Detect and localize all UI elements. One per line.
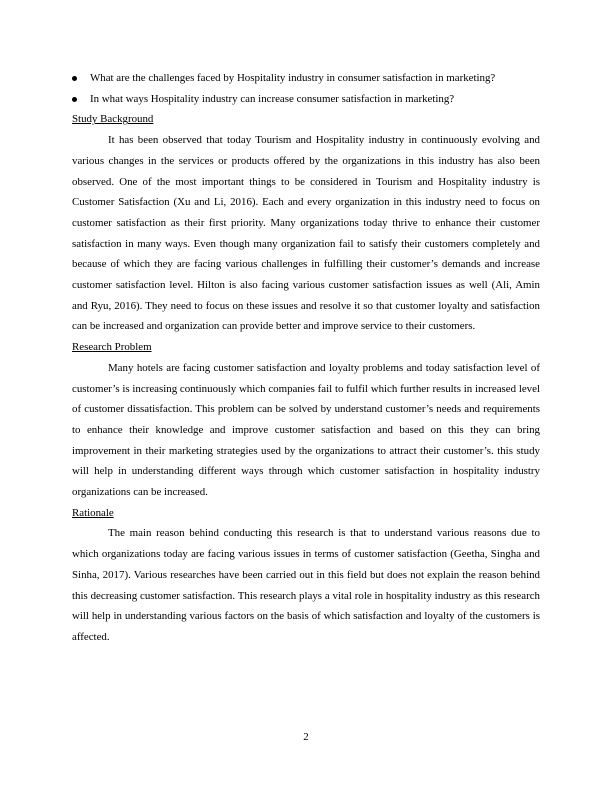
research-question-2: In what ways Hospitality industry can increase consumer satisfaction in marketing? [90, 92, 455, 105]
study-background-paragraph: It has been observed that today Tourism and Hospitality industry in continuously evolving and various changes in the services or products offered by the organizations in this industry has also been observed. One of the most important things to be considered in Tourism and Hospitality industry is Customer Satisfaction (Xu and Li, 2016). Each and every organization in this industry need to focus on customer satisfaction as their first priority. Many organizations today thrive to enhance their customer satisfaction in many ways. Even though many organization fail to satisfy their customers completely and because of which they are facing various challenges in fulfilling their customer’s demands and increase customer satisfaction level. Hilton is also facing various customer satisfaction issues as well (Ali, Amin and Ryu, 2016). They need to focus on these issues and resolve it so that customer loyalty and satisfaction can be increased and organization can provide better and improve service to their customers. [72, 134, 540, 333]
bullet-icon [72, 76, 77, 81]
list-item [72, 68, 540, 89]
research-problem-paragraph: Many hotels are facing customer satisfaction and loyalty problems and today satisfaction level of customer’s is increasing continuously which companies fail to fulfil which further results in increased level of customer dissatisfaction. This problem can be solved by understand customer’s needs and requirements to enhance their knowledge and improve customer satisfaction and based on this they can bring improvement in their marketing strategies used by the organizations to attract their customer’s. this study will help in understanding different ways through which customer satisfaction in hospitality industry organizations can be increased. [72, 361, 540, 499]
rationale-paragraph: The main reason behind conducting this research is that to understand various reasons due to which organizations today are facing various issues in terms of customer satisfaction (Geetha, Singha and Sinha, 2017). Various researches have been carried out in this field but does not explain the reason behind this decreasing customer satisfaction. This research plays a vital role in hospitality industry as this research will help in understanding various factors on the basis of which satisfaction and loyalty of the customers is affected. [72, 527, 540, 643]
research-question-1: What are the challenges faced by Hospitality industry in consumer satisfaction in marketing? [90, 72, 496, 84]
document-page [72, 68, 540, 648]
research-problem-heading: Research Problem [72, 341, 152, 354]
page-number: 2 [303, 731, 309, 743]
list-item [72, 89, 540, 110]
rationale-heading: Rationale [72, 506, 114, 519]
bullet-icon [72, 97, 77, 102]
research-questions-list [72, 68, 540, 109]
study-background-heading: Study Background [72, 113, 154, 126]
